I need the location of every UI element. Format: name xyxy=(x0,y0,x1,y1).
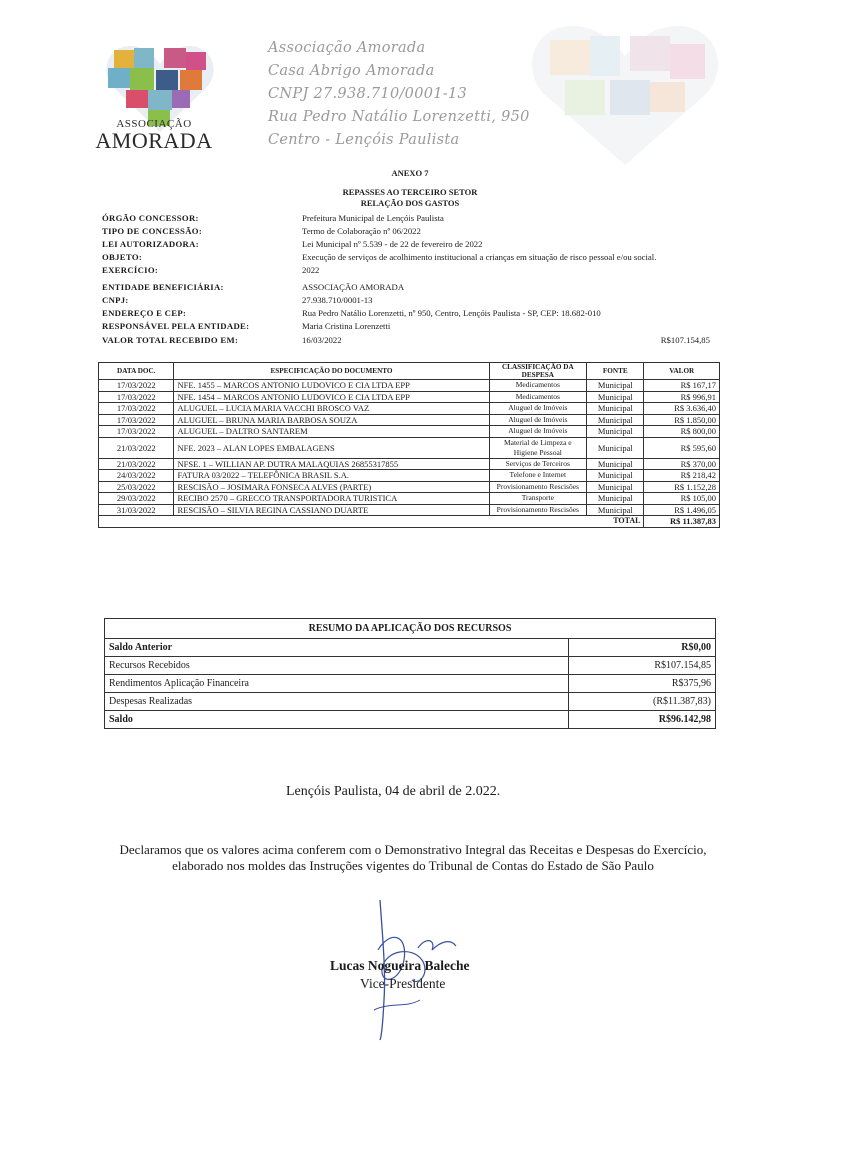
summary-row xyxy=(105,639,716,657)
table-row xyxy=(99,504,720,516)
table-row xyxy=(99,380,720,392)
cell-value: R$ 996,91 xyxy=(644,391,720,403)
exercicio-value: 2022 xyxy=(302,265,320,275)
orgao-label: ÓRGÃO CONCESSOR: xyxy=(102,213,199,223)
cell-value: R$ 800,00 xyxy=(644,426,720,438)
cell-source: Municipal xyxy=(587,391,644,403)
expenses-table xyxy=(98,362,720,528)
summary-value: R$107.154,85 xyxy=(569,657,716,675)
cell-value: R$ 1.496,05 xyxy=(644,504,720,516)
cell-class: Aluguel de Imóveis xyxy=(489,403,587,415)
valor-amount: R$107.154,85 xyxy=(660,335,710,345)
col-header-class: CLASSIFICAÇÃO DA DESPESA xyxy=(489,363,587,380)
cell-value: R$ 218,42 xyxy=(644,470,720,482)
summary-label: Saldo xyxy=(105,711,569,729)
stamp-line-2: Casa Abrigo Amorada xyxy=(268,63,435,79)
cell-class: Telefone e Internet xyxy=(489,470,587,482)
cell-spec: NFE. 1454 – MARCOS ANTONIO LUDOVICO E CIA LTDA EPP xyxy=(174,391,489,403)
col-header-spec: ESPECIFICAÇÃO DO DOCUMENTO xyxy=(174,363,489,380)
cell-source: Municipal xyxy=(587,481,644,493)
cnpj-label: CNPJ: xyxy=(102,295,129,305)
total-row xyxy=(99,516,720,528)
summary-label: Rendimentos Aplicação Financeira xyxy=(105,675,569,693)
lei-label: LEI AUTORIZADORA: xyxy=(102,239,199,249)
cell-spec: RESCISÃO – SILVIA REGINA CASSIANO DUARTE xyxy=(174,504,489,516)
city-date: Lençóis Paulista, 04 de abril de 2.022. xyxy=(286,784,501,799)
table-row xyxy=(99,391,720,403)
responsavel-label: RESPONSÁVEL PELA ENTIDADE: xyxy=(102,321,250,331)
summary-row xyxy=(105,675,716,693)
cell-date: 21/03/2022 xyxy=(99,437,174,458)
tipo-value: Termo de Colaboração nº 06/2022 xyxy=(302,226,421,236)
cell-value: R$ 3.636,40 xyxy=(644,403,720,415)
cell-spec: ALUGUEL – BRUNA MARIA BARBOSA SOUZA xyxy=(174,414,489,426)
cell-source: Municipal xyxy=(587,403,644,415)
cell-spec: NFE. 2023 – ALAN LOPES EMBALAGENS xyxy=(174,437,489,458)
cell-source: Municipal xyxy=(587,493,644,505)
logo-text-small: ASSOCIAÇÃO xyxy=(116,118,192,130)
cell-value: R$ 1.850,00 xyxy=(644,414,720,426)
table-row xyxy=(99,470,720,482)
col-header-value: VALOR xyxy=(644,363,720,380)
table-row xyxy=(99,458,720,470)
cell-class: Medicamentos xyxy=(489,391,587,403)
col-header-date: DATA DOC. xyxy=(99,363,174,380)
cell-value: R$ 595,60 xyxy=(644,437,720,458)
cell-date: 29/03/2022 xyxy=(99,493,174,505)
cell-date: 17/03/2022 xyxy=(99,403,174,415)
total-value: R$ 11.387,83 xyxy=(644,516,720,528)
entidade-label: ENTIDADE BENEFICIÁRIA: xyxy=(102,282,224,292)
summary-row xyxy=(105,657,716,675)
title-line-1: REPASSES AO TERCEIRO SETOR xyxy=(342,187,478,197)
endereco-label: ENDEREÇO E CEP: xyxy=(102,308,187,318)
cell-date: 31/03/2022 xyxy=(99,504,174,516)
cnpj-value: 27.938.710/0001-13 xyxy=(302,295,373,305)
cell-spec: NFSE. 1 – WILLIAN AP. DUTRA MALAQUIAS 26855317855 xyxy=(174,458,489,470)
lei-value: Lei Municipal nº 5.539 - de 22 de fevereiro de 2022 xyxy=(302,239,483,249)
responsavel-value: Maria Cristina Lorenzetti xyxy=(302,321,391,331)
exercicio-label: EXERCÍCIO: xyxy=(102,265,159,275)
cell-date: 17/03/2022 xyxy=(99,380,174,392)
cell-spec: FATURA 03/2022 – TELEFÔNICA BRASIL S.A. xyxy=(174,470,489,482)
col-header-source: FONTE xyxy=(587,363,644,380)
objeto-value: Execução de serviços de acolhimento institucional a crianças em situação de risco pessoal e/ou social. xyxy=(302,252,657,262)
summary-value: R$0,00 xyxy=(569,639,716,657)
summary-label: Recursos Recebidos xyxy=(105,657,569,675)
cell-date: 17/03/2022 xyxy=(99,426,174,438)
table-row xyxy=(99,481,720,493)
cell-spec: NFE. 1455 – MARCOS ANTONIO LUDOVICO E CIA LTDA EPP xyxy=(174,380,489,392)
cell-source: Municipal xyxy=(587,414,644,426)
declaration-line-1: Declaramos que os valores acima conferem com o Demonstrativo Integral das Receitas e Despesas do Exercício, xyxy=(119,842,707,857)
stamp-line-3: CNPJ 27.938.710/0001-13 xyxy=(268,86,468,102)
cell-spec: ALUGUEL – LUCIA MARIA VACCHI BROSCO VAZ xyxy=(174,403,489,415)
declaration-line-2: elaborado nos moldes das Instruções vigentes do Tribunal de Contas do Estado de São Paulo xyxy=(172,858,654,873)
table-row xyxy=(99,403,720,415)
cell-spec: RESCISÃO – JOSIMARA FONSECA ALVES (PARTE) xyxy=(174,481,489,493)
stamp-line-1: Associação Amorada xyxy=(268,40,426,56)
watermark-heart-icon xyxy=(520,20,730,170)
summary-label: Despesas Realizadas xyxy=(105,693,569,711)
summary-title: RESUMO DA APLICAÇÃO DOS RECURSOS xyxy=(105,619,716,639)
objeto-label: OBJETO: xyxy=(102,252,143,262)
orgao-value: Prefeitura Municipal de Lençóis Paulista xyxy=(302,213,444,223)
cell-value: R$ 370,00 xyxy=(644,458,720,470)
cell-class: Serviços de Terceiros xyxy=(489,458,587,470)
cell-class: Material de Limpeza e Higiene Pessoal xyxy=(489,437,587,458)
logo-text-large: AMORADA xyxy=(95,128,213,153)
signer-role: Vice-Presidente xyxy=(360,976,446,991)
cell-class: Medicamentos xyxy=(489,380,587,392)
summary-row xyxy=(105,711,716,729)
total-label: TOTAL xyxy=(99,516,644,528)
signer-name: Lucas Nogueira Baleche xyxy=(330,958,470,973)
summary-table xyxy=(104,618,716,729)
cell-source: Municipal xyxy=(587,426,644,438)
cell-date: 17/03/2022 xyxy=(99,414,174,426)
cell-class: Aluguel de Imóveis xyxy=(489,426,587,438)
summary-value: R$96.142,98 xyxy=(569,711,716,729)
table-row xyxy=(99,493,720,505)
cell-class: Aluguel de Imóveis xyxy=(489,414,587,426)
entidade-value: ASSOCIAÇÃO AMORADA xyxy=(302,282,405,292)
table-row xyxy=(99,426,720,438)
cell-source: Municipal xyxy=(587,470,644,482)
cell-value: R$ 167,17 xyxy=(644,380,720,392)
cell-value: R$ 105,00 xyxy=(644,493,720,505)
tipo-label: TIPO DE CONCESSÃO: xyxy=(102,226,203,236)
annex-label: ANEXO 7 xyxy=(391,168,429,178)
summary-value: R$375,96 xyxy=(569,675,716,693)
cell-class: Provisionamento Rescisões xyxy=(489,504,587,516)
cell-date: 17/03/2022 xyxy=(99,391,174,403)
valor-date: 16/03/2022 xyxy=(302,335,342,345)
summary-label: Saldo Anterior xyxy=(105,639,569,657)
cell-spec: RECIBO 2570 – GRECCO TRANSPORTADORA TURISTICA xyxy=(174,493,489,505)
cell-source: Municipal xyxy=(587,504,644,516)
expenses-header-row xyxy=(99,363,720,380)
cell-date: 24/03/2022 xyxy=(99,470,174,482)
title-line-2: RELAÇÃO DOS GASTOS xyxy=(360,198,460,208)
cell-spec: ALUGUEL – DALTRO SANTAREM xyxy=(174,426,489,438)
endereco-value: Rua Pedro Natálio Lorenzetti, nº 950, Centro, Lençóis Paulista - SP, CEP: 18.682-010 xyxy=(302,308,601,318)
cell-date: 21/03/2022 xyxy=(99,458,174,470)
cell-class: Transporte xyxy=(489,493,587,505)
cell-source: Municipal xyxy=(587,458,644,470)
table-row xyxy=(99,437,720,458)
cell-source: Municipal xyxy=(587,380,644,392)
summary-row xyxy=(105,693,716,711)
summary-value: (R$11.387,83) xyxy=(569,693,716,711)
stamp-line-4: Rua Pedro Natálio Lorenzetti, 950 xyxy=(268,109,530,125)
cell-date: 25/03/2022 xyxy=(99,481,174,493)
cell-class: Provisionamento Rescisões xyxy=(489,481,587,493)
table-row xyxy=(99,414,720,426)
stamp-line-5: Centro - Lençóis Paulista xyxy=(268,132,460,148)
cell-source: Municipal xyxy=(587,437,644,458)
valor-label: VALOR TOTAL RECEBIDO EM: xyxy=(102,335,239,345)
cell-value: R$ 1.152,28 xyxy=(644,481,720,493)
